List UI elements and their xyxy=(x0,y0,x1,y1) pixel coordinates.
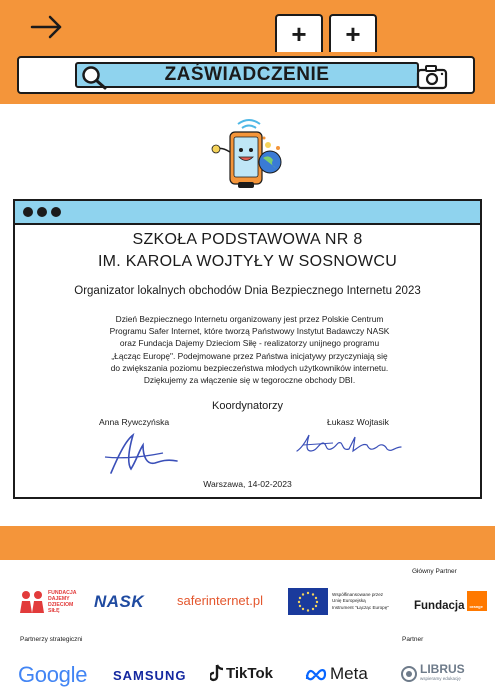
browser-top-bar xyxy=(16,10,481,49)
meta-logo: Meta xyxy=(305,664,368,684)
plus-icon: + xyxy=(291,18,307,49)
arrow-right-icon[interactable] xyxy=(30,12,64,42)
coordinators-heading: Koordynatorzy xyxy=(212,400,283,412)
issue-date: Warszawa, 14-02-2023 xyxy=(203,479,292,489)
eu-cofinanced-logo: Współfinansowane przez Unię Europejską Instrument "Łącząc Europę" xyxy=(288,588,389,615)
meta-infinity-icon xyxy=(305,667,327,681)
main-partner-label: Główny Partner xyxy=(412,568,457,575)
footer-band xyxy=(0,526,495,560)
librus-circle-icon xyxy=(400,665,418,683)
samsung-logo: SAMSUNG xyxy=(113,668,187,683)
tab-add-button-2[interactable] xyxy=(329,14,377,52)
window-dot-icon xyxy=(37,207,47,217)
tiktok-note-icon xyxy=(210,664,224,682)
tablet-mascot-illustration xyxy=(208,118,290,190)
camera-icon[interactable] xyxy=(416,64,448,90)
librus-logo: LIBRUS wspieramy edukację xyxy=(400,664,465,684)
fundacja-orange-logo: Fundacja orange xyxy=(414,590,487,612)
page-title: ZAŚWIADCZENIE xyxy=(75,62,419,88)
google-logo: Google xyxy=(18,662,88,687)
signature-right xyxy=(293,429,409,463)
partner-label: Partner xyxy=(402,636,424,643)
signature-left xyxy=(103,429,183,479)
certificate-window xyxy=(13,199,482,499)
body-line: Dzień Bezpiecznego Internetu organizowany jest przez Polskie Centrum xyxy=(115,314,384,324)
window-dot-icon xyxy=(51,207,61,217)
eu-flag-icon xyxy=(288,588,328,615)
window-titlebar xyxy=(15,201,480,225)
body-line: do zwiększania poziomu bezpieczeństwa młodych użytkowników internetu. xyxy=(110,362,389,373)
saferinternet-logo: saferinternet.pl xyxy=(177,593,263,608)
coordinator-right-name: Łukasz Wojtasik xyxy=(327,417,389,427)
body-line: Programu Safer Internet, które tworzą Państwowy Instytut Badawczy NASK xyxy=(109,326,390,337)
certificate-body xyxy=(55,313,444,386)
body-line: „Łącząc Europę". Podejmowane przez Państwa inicjatywy przyczyniają się xyxy=(111,350,388,361)
plus-icon: + xyxy=(345,18,361,49)
fdds-logo: FUNDACJA DAJEMY DZIECIOM SIŁĘ xyxy=(18,588,80,616)
window-dot-icon xyxy=(23,207,33,217)
school-name-line2: IM. KAROLA WOJTYŁY W SOSNOWCU xyxy=(97,253,398,270)
nask-logo: NASK xyxy=(94,592,145,611)
fdds-children-icon xyxy=(18,589,46,615)
search-icon[interactable] xyxy=(80,64,108,90)
body-line: oraz Fundacja Dajemy Dzieciom Siłę - realizatorzy unijnego programu xyxy=(119,338,380,349)
coordinator-left-name: Anna Rywczyńska xyxy=(99,417,170,427)
school-name-line1: SZKOŁA PODSTAWOWA NR 8 xyxy=(132,231,363,248)
strategic-partners-label: Partnerzy strategiczni xyxy=(20,636,83,643)
tab-add-button-1[interactable] xyxy=(275,14,323,52)
organizer-title: Organizator lokalnych obchodów Dnia Bezpiecznego Internetu 2023 xyxy=(74,285,421,297)
body-line: Dziękujemy za włączenie się w tegoroczne obchody DBI. xyxy=(143,375,356,386)
tiktok-logo: TikTok xyxy=(210,664,273,682)
